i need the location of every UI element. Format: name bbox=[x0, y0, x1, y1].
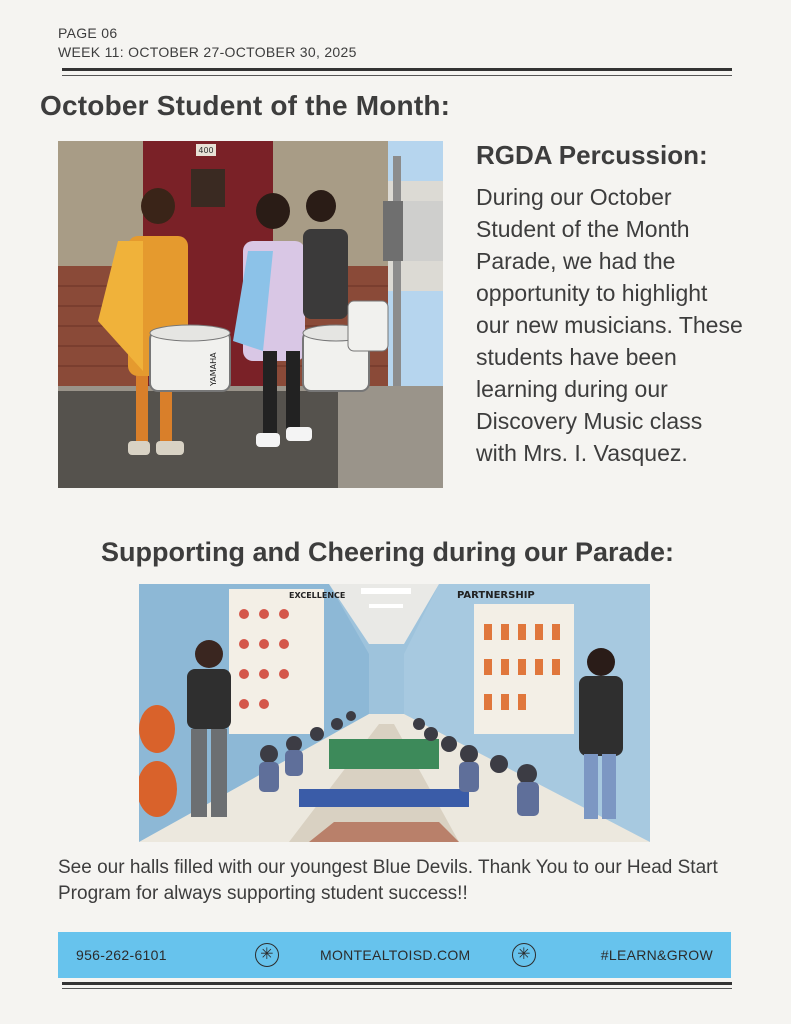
hallway-caption: See our halls filled with our youngest Blue Devils. Thank You to our Head Start Program for always supporting student success!! bbox=[58, 857, 718, 904]
feature-heading: RGDA Percussion: bbox=[476, 140, 708, 170]
drum-brand-text: YAMAHA bbox=[209, 352, 218, 386]
door-sign-text: 400 bbox=[198, 146, 214, 155]
hallway-photo-illustration bbox=[139, 584, 650, 842]
header-divider-bottom bbox=[62, 75, 732, 76]
page-number: PAGE 06 bbox=[58, 25, 118, 41]
asterisk-circle-icon: ✳ bbox=[255, 943, 279, 967]
footer-bar bbox=[58, 932, 731, 978]
wall-sign-partnership: PARTNERSHIP bbox=[457, 590, 535, 601]
footer-hashtag: #LEARN&GROW bbox=[600, 947, 713, 963]
footer-phone[interactable]: 956-262-6101 bbox=[76, 947, 167, 963]
asterisk-circle-icon: ✳ bbox=[512, 943, 536, 967]
section-title: October Student of the Month: bbox=[40, 90, 451, 121]
header-divider-top bbox=[62, 68, 732, 71]
week-range: WEEK 11: OCTOBER 27-OCTOBER 30, 2025 bbox=[58, 44, 357, 60]
footer-divider-bottom bbox=[62, 988, 732, 989]
section-subtitle: Supporting and Cheering during our Parade: bbox=[100, 537, 674, 567]
footer-website-link[interactable]: MONTEALTOISD.COM bbox=[320, 947, 471, 963]
footer-divider-top bbox=[62, 982, 732, 985]
percussion-photo-illustration bbox=[58, 141, 443, 488]
feature-paragraph: During our October Student of the Month Parade, we had the opportunity to highlight our new musicians. These students have been learning during our Discovery Music class with Mrs. I. Vasquez. bbox=[476, 184, 743, 466]
hallway-photo bbox=[139, 584, 650, 842]
percussion-photo bbox=[58, 141, 443, 488]
wall-sign-excellence: EXCELLENCE bbox=[289, 591, 346, 600]
